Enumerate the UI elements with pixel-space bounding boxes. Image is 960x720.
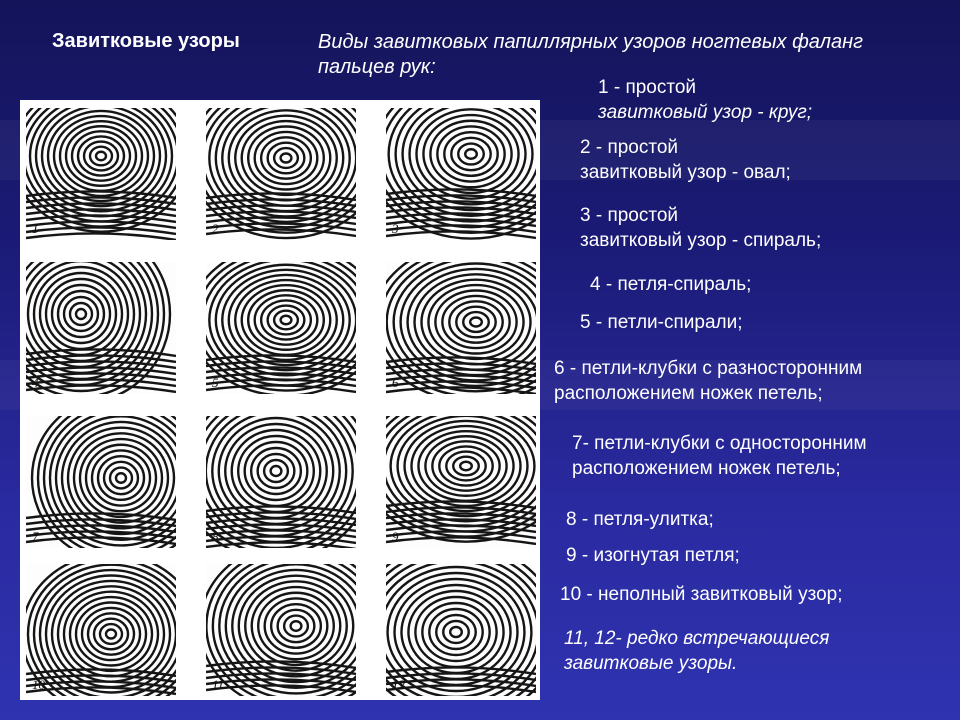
fingerprint-10: [26, 564, 176, 696]
fingerprint-7: [26, 416, 176, 548]
ridge-line: [76, 603, 146, 666]
fingerprint-9: [386, 416, 536, 548]
ridge-line: [443, 621, 469, 643]
fingerprint-6: [386, 262, 536, 394]
ridge-line: [90, 147, 112, 166]
ridge-line: [437, 126, 504, 181]
fingerprint-1: [26, 108, 176, 240]
ridge-line: [106, 630, 116, 639]
ridge-line: [229, 110, 343, 205]
ridge-line: [46, 279, 116, 349]
ridge-line: [460, 462, 472, 471]
description-item-7: 7- петли-клубки с односторонним расположением ножек петель;: [572, 433, 867, 479]
slide-title: Завитковые узоры: [52, 30, 240, 52]
ridge-line: [465, 149, 477, 159]
ridge-line: [235, 280, 337, 360]
ridge-line: [458, 144, 484, 165]
fingerprint-panel: [20, 100, 540, 700]
fingerprint-2: [206, 108, 356, 240]
ridge-line: [26, 233, 176, 240]
ridge-line: [245, 442, 308, 500]
ridge-line: [82, 608, 140, 660]
ridge-line: [264, 460, 288, 482]
ridge-line: [415, 597, 496, 667]
description-item-5: 5 - петли-спирали;: [580, 312, 743, 333]
ridge-line: [274, 148, 298, 168]
fingerprint-label: 6: [392, 375, 399, 390]
ridge-line: [425, 436, 506, 496]
ridge-line: [48, 111, 154, 201]
fingerprint-3: [386, 108, 536, 240]
ridge-line: [64, 592, 158, 677]
ridge-line: [238, 436, 314, 506]
description-item-11: 11, 12- редко встречающиеся завитковые узоры.: [564, 628, 830, 674]
ridge-line: [255, 132, 318, 184]
ridge-line: [245, 581, 347, 670]
ridge-line: [442, 296, 509, 348]
ridge-line: [116, 473, 126, 483]
ridge-line: [435, 291, 516, 354]
ridge-line: [76, 309, 86, 319]
ridge-line: [229, 275, 343, 365]
ridge-line: [74, 433, 168, 522]
ridge-line: [422, 603, 489, 661]
ridge-line: [34, 267, 128, 361]
ridge-line: [411, 426, 520, 506]
ridge-line: [235, 116, 337, 201]
ridge-line: [248, 290, 324, 350]
ridge-line: [52, 285, 110, 343]
fingerprint-4: [26, 262, 176, 394]
ridge-line: [265, 598, 328, 653]
fingerprint-label: 1: [32, 221, 39, 236]
ridge-line: [421, 280, 530, 365]
description-item-6: 6 - петли-клубки с разносторонним расположением ножек петель;: [554, 358, 863, 404]
ridge-line: [430, 121, 511, 188]
description-item-3: 3 - простой завитковый узор - спираль;: [580, 205, 822, 251]
fingerprint-label: 9: [392, 529, 399, 544]
description-item-8: 8 - петля-улитка;: [566, 509, 714, 530]
ridge-line: [96, 152, 106, 161]
ridge-line: [110, 468, 132, 489]
fingerprint-label: 8: [212, 529, 219, 544]
ridge-line: [416, 109, 525, 198]
ridge-line: [281, 316, 292, 325]
ridge-line: [258, 593, 334, 660]
fingerprint-label: 7: [32, 529, 39, 544]
fingerprint-label: 10: [32, 677, 45, 692]
slide-subtitle: Виды завитковых папиллярных узоров ногтевых фаланг пальцев рук:: [318, 31, 863, 78]
ridge-line: [291, 621, 302, 631]
ridge-line: [54, 116, 148, 196]
ridge-line: [271, 466, 282, 476]
ridge-line: [463, 312, 489, 332]
fingerprint-8: [206, 416, 356, 548]
description-item-1: 1 - простой завитковый узор - круг;: [598, 77, 812, 123]
fingerprint-5: [206, 262, 356, 394]
ridge-line: [274, 311, 298, 330]
ridge-line: [453, 457, 479, 476]
fingerprint-11: [206, 564, 356, 696]
description-item-2: 2 - простой завитковый узор - овал;: [580, 137, 791, 183]
ridge-line: [225, 424, 327, 518]
ridge-line: [432, 441, 499, 490]
fingerprint-label: 11: [212, 677, 225, 692]
ridge-line: [450, 627, 462, 637]
description-item-4: 4 - петля-спираль;: [590, 274, 752, 295]
ridge-line: [470, 318, 482, 327]
ridge-line: [248, 127, 324, 190]
ridge-line: [58, 586, 164, 681]
ridge-line: [255, 295, 318, 344]
ridge-line: [66, 126, 136, 186]
fingerprint-label: 12: [392, 677, 405, 692]
ridge-line: [86, 445, 156, 512]
ridge-line: [405, 421, 528, 511]
fingerprint-label: 3: [392, 221, 399, 236]
ridge-line: [72, 131, 130, 180]
ridge-line: [70, 303, 92, 325]
ridge-line: [281, 154, 292, 163]
ridge-line: [401, 585, 510, 679]
fingerprint-label: 5: [212, 375, 219, 390]
ridge-line: [284, 616, 308, 637]
fingerprint-label: 4: [32, 375, 39, 390]
fingerprint-12: [386, 564, 536, 696]
ridge-line: [92, 450, 150, 505]
description-item-10: 10 - неполный завитковый узор;: [560, 584, 843, 605]
description-item-9: 9 - изогнутая петля;: [566, 545, 740, 566]
fingerprint-label: 2: [212, 221, 219, 236]
ridge-line: [100, 624, 122, 644]
